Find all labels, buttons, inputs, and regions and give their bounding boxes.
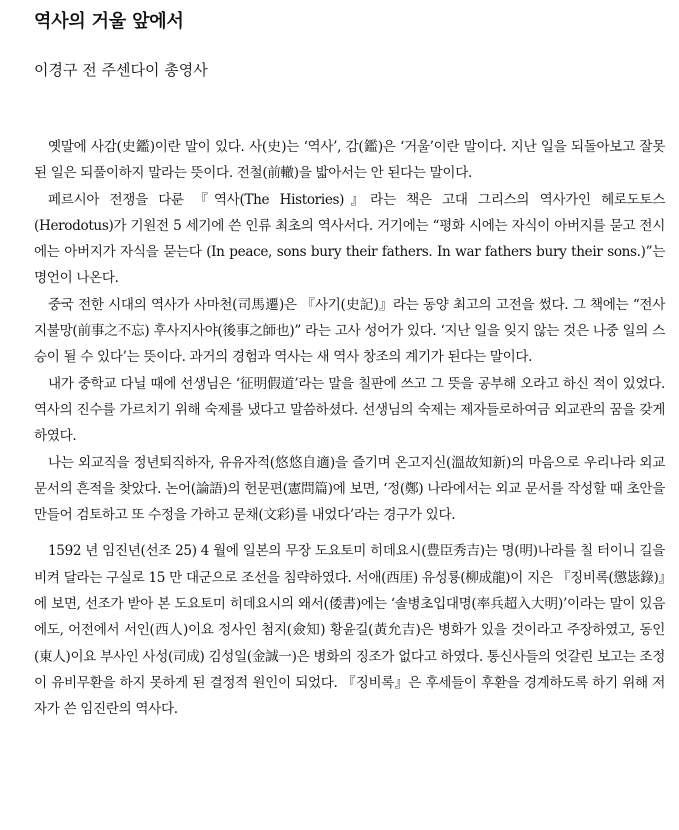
paragraph-3: 중국 전한 시대의 역사가 사마천(司馬遷)은 『사기(史記)』라는 동양 최고의 고전을 썼다. 그 책에는 “전사지불망(前事之不忘) 후사지사야(後事之師也)” 라는 고사 성어가 있다. ‘지난 일을 잊지 않는 것은 나중 일의 스승이 될 수 있다’는 뜻이다. 과거의 경험과 역사는 새 역사 창조의 계기가 된다는 말이다.	[34, 296, 665, 366]
document-title: 역사의 거울 앞에서	[34, 11, 184, 32]
paragraph-2: 페르시아 전쟁을 다룬 『역사(The Histories)』라는 책은 고대 그리스의 역사가인 헤로도토스(Herodotus)가 기원전 5 세기에 쓴 인류 최초의 역사서다. 거기에는 “평화 시에는 자식이 아버지를 묻고 전시에는 아버지가 자식을 묻는다 (In peace, sons bury their fathers. In war fathers bury their sons.)”는 명언이 나온다.	[34, 191, 665, 287]
paragraph-6: 1592 년 임진년(선조 25) 4 월에 일본의 무장 도요토미 히데요시(豊臣秀吉)는 명(明)나라를 칠 터이니 길을 비켜 달라는 구실로 15 만 대군으로 조선을 침략하였다. 서애(西厓) 유성룡(柳成龍)이 지은 『징비록(懲毖錄)』에 보면, 선조가 받아 본 도요토미 히데요시의 왜서(倭書)에는 ‘솔병초입대명(率兵超入大明)’이라는 말이 있음에도, 어전에서 서인(西人)이요 정사인 첨지(僉知) 황윤길(黃允吉)은 병화가 있을 것이라고 주장하였고, 동인(東人)이요 부사인 사성(司成) 김성일(金誠一)은 병화의 징조가 없다고 하였다. 통신사들의 엇갈린 보고는 조정이 유비무환을 하지 못하게 된 결정적 원인이 되었다. 『징비록』은 후세들이 후환을 경계하도록 하기 위해 저자가 쓴 임진란의 역사다.	[34, 543, 665, 718]
paragraph-4: 내가 중학교 다닐 때에 선생님은 ‘征明假道’라는 말을 칠판에 쓰고 그 뜻을 공부해 오라고 하신 적이 있었다. 역사의 진수를 가르치기 위해 숙제를 냈다고 말씀하셨다. 선생님의 숙제는 제자들로하여금 외교관의 꿈을 갖게 하였다.	[34, 375, 665, 445]
paragraph-5: 나는 외교직을 정년퇴직하자, 유유자적(悠悠自適)을 즐기며 온고지신(溫故知新)의 마음으로 우리나라 외교 문서의 흔적을 찾았다. 논어(論語)의 헌문편(憲問篇)에 보면, ‘정(鄭) 나라에서는 외교 문서를 작성할 때 초안을 만들어 검토하고 또 수정을 가하고 문채(文彩)를 내었다’라는 경구가 있다.	[34, 454, 665, 524]
author-line: 이경구 전 주센다이 총영사	[34, 61, 208, 79]
document-body	[34, 134, 665, 723]
paragraph-1: 옛말에 사감(史鑑)이란 말이 있다. 사(史)는 ‘역사’, 감(鑑)은 ‘거울’이란 말이다. 지난 일을 되돌아보고 잘못된 일은 되풀이하지 말라는 뜻이다. 전철(前轍)을 밟아서는 안 된다는 말이다.	[34, 139, 665, 182]
